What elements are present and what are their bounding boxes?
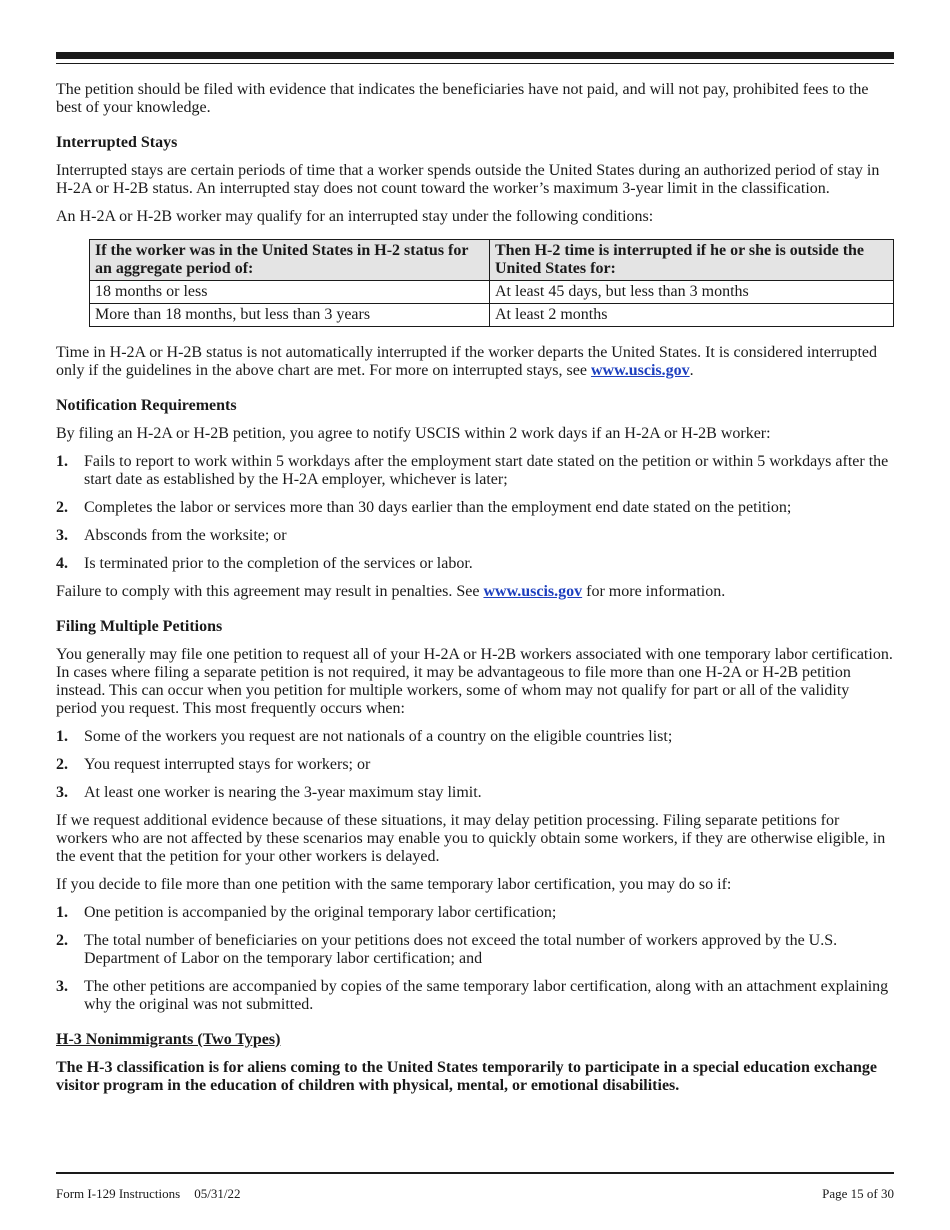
table-cell: 18 months or less xyxy=(90,281,490,304)
list-number: 2. xyxy=(56,499,68,516)
list-item xyxy=(56,728,894,746)
notification-outro xyxy=(56,583,894,601)
list-number: 3. xyxy=(56,784,68,801)
list-item xyxy=(56,904,894,922)
list-text: You request interrupted stays for workers; or xyxy=(84,756,371,773)
list-text: Completes the labor or services more than 30 days earlier than the employment end date stated on the petition; xyxy=(84,499,792,516)
list-text: At least one worker is nearing the 3-year maximum stay limit. xyxy=(84,784,482,801)
table-header-cell: Then H-2 time is interrupted if he or she is outside the United States for: xyxy=(490,240,894,281)
footer-page-number: Page 15 of 30 xyxy=(822,1186,894,1201)
list-text: Is terminated prior to the completion of the services or labor. xyxy=(84,555,473,572)
interrupted-stays-heading: Interrupted Stays xyxy=(56,134,178,151)
multiple-petitions-paragraph-1: You generally may file one petition to request all of your H-2A or H-2B workers associated with one temporary labor certification. In cases where filing a separate petition is not required, it may be advantageous to file more than one H-2A or H-2B petition instead. This can occur when you petition for multiple workers, some of whom may not qualify for part or all of the validity period you request. This most frequently occurs when: xyxy=(56,646,893,717)
list-item xyxy=(56,453,894,489)
header-rule-thick xyxy=(56,52,894,59)
paragraph-text: Failure to comply with this agreement may result in penalties. See xyxy=(56,583,484,600)
paragraph-text: Time in H-2A or H-2B status is not automatically interrupted if the worker departs the United States. It is considered interrupted only if the guidelines in the above chart are met. For more on interrupted stays, see xyxy=(56,344,878,379)
list-text: Fails to report to work within 5 workdays after the employment start date stated on the petition or within 5 workdays after the start date as established by the H-2A employer, whichever is later; xyxy=(84,453,889,488)
list-number: 2. xyxy=(56,756,68,773)
multiple-petitions-list-1 xyxy=(56,728,894,802)
footer-form-name: Form I-129 Instructions xyxy=(56,1186,181,1201)
multiple-petitions-paragraph-3: If you decide to file more than one petition with the same temporary labor certification, you may do so if: xyxy=(56,876,732,893)
footer-rule xyxy=(56,1172,894,1174)
table-row xyxy=(90,281,894,304)
intro-paragraph: The petition should be filed with evidence that indicates the beneficiaries have not paid, and will not pay, prohibited fees to the best of your knowledge. xyxy=(56,81,869,116)
table-header-row xyxy=(90,240,894,281)
paragraph-text: . xyxy=(689,362,694,379)
list-item xyxy=(56,756,894,774)
list-number: 1. xyxy=(56,904,68,921)
table-row xyxy=(90,304,894,327)
list-text: Absconds from the worksite; or xyxy=(84,527,287,544)
list-text: One petition is accompanied by the original temporary labor certification; xyxy=(84,904,557,921)
list-number: 2. xyxy=(56,932,68,949)
notification-list xyxy=(56,453,894,573)
table-cell: At least 45 days, but less than 3 months xyxy=(490,281,894,304)
uscis-link[interactable]: www.uscis.gov xyxy=(483,583,583,600)
list-number: 1. xyxy=(56,728,68,745)
table-cell: At least 2 months xyxy=(490,304,894,327)
list-number: 3. xyxy=(56,978,68,995)
list-number: 3. xyxy=(56,527,68,544)
list-item xyxy=(56,555,894,573)
header-rule-thin xyxy=(56,63,894,64)
interrupted-stays-paragraph-1: Interrupted stays are certain periods of time that a worker spends outside the United States during an authorized period of stay in H-2A or H-2B status. An interrupted stay does not count toward the worker’s maximum 3-year limit in the classification. xyxy=(56,162,880,197)
multiple-petitions-list-2 xyxy=(56,904,894,1014)
paragraph-text: for more information. xyxy=(582,583,726,600)
multiple-petitions-heading: Filing Multiple Petitions xyxy=(56,618,223,635)
notification-intro: By filing an H-2A or H-2B petition, you agree to notify USCIS within 2 work days if an H-2A or H-2B worker: xyxy=(56,425,771,442)
list-item xyxy=(56,932,894,968)
list-text: The total number of beneficiaries on your petitions does not exceed the total number of workers approved by the U.S. Department of Labor on the temporary labor certification; and xyxy=(84,932,838,967)
table-cell: More than 18 months, but less than 3 years xyxy=(90,304,490,327)
list-item xyxy=(56,978,894,1014)
uscis-link[interactable]: www.uscis.gov xyxy=(590,362,690,379)
footer-date: 05/31/22 xyxy=(194,1186,241,1201)
document-page xyxy=(56,0,894,1230)
list-number: 4. xyxy=(56,555,68,572)
list-number: 1. xyxy=(56,453,68,470)
list-text: Some of the workers you request are not nationals of a country on the eligible countries list; xyxy=(84,728,673,745)
page-content xyxy=(56,81,894,1095)
multiple-petitions-paragraph-2: If we request additional evidence because of these situations, it may delay petition processing. Filing separate petitions for workers who are not affected by these scenarios may enable you to quickly obtain some workers, if they are otherwise eligible, in the event that the petition for your other workers is delayed. xyxy=(56,812,886,865)
list-item xyxy=(56,784,894,802)
table-header-cell: If the worker was in the United States in H-2 status for an aggregate period of: xyxy=(90,240,490,281)
list-item xyxy=(56,527,894,545)
interrupted-stays-paragraph-3 xyxy=(56,344,894,380)
list-text: The other petitions are accompanied by copies of the same temporary labor certification, along with an attachment explaining why the original was not submitted. xyxy=(84,978,889,1013)
footer-form-info xyxy=(56,1187,240,1201)
interrupted-stays-table xyxy=(89,239,894,327)
list-item xyxy=(56,499,894,517)
h3-heading: H-3 Nonimmigrants (Two Types) xyxy=(56,1031,281,1048)
interrupted-stays-paragraph-2: An H-2A or H-2B worker may qualify for an interrupted stay under the following conditions: xyxy=(56,208,654,225)
notification-heading: Notification Requirements xyxy=(56,397,237,414)
h3-paragraph: The H-3 classification is for aliens coming to the United States temporarily to participate in a special education exchange visitor program in the education of children with physical, mental, or emotional disabilities. xyxy=(56,1059,877,1094)
